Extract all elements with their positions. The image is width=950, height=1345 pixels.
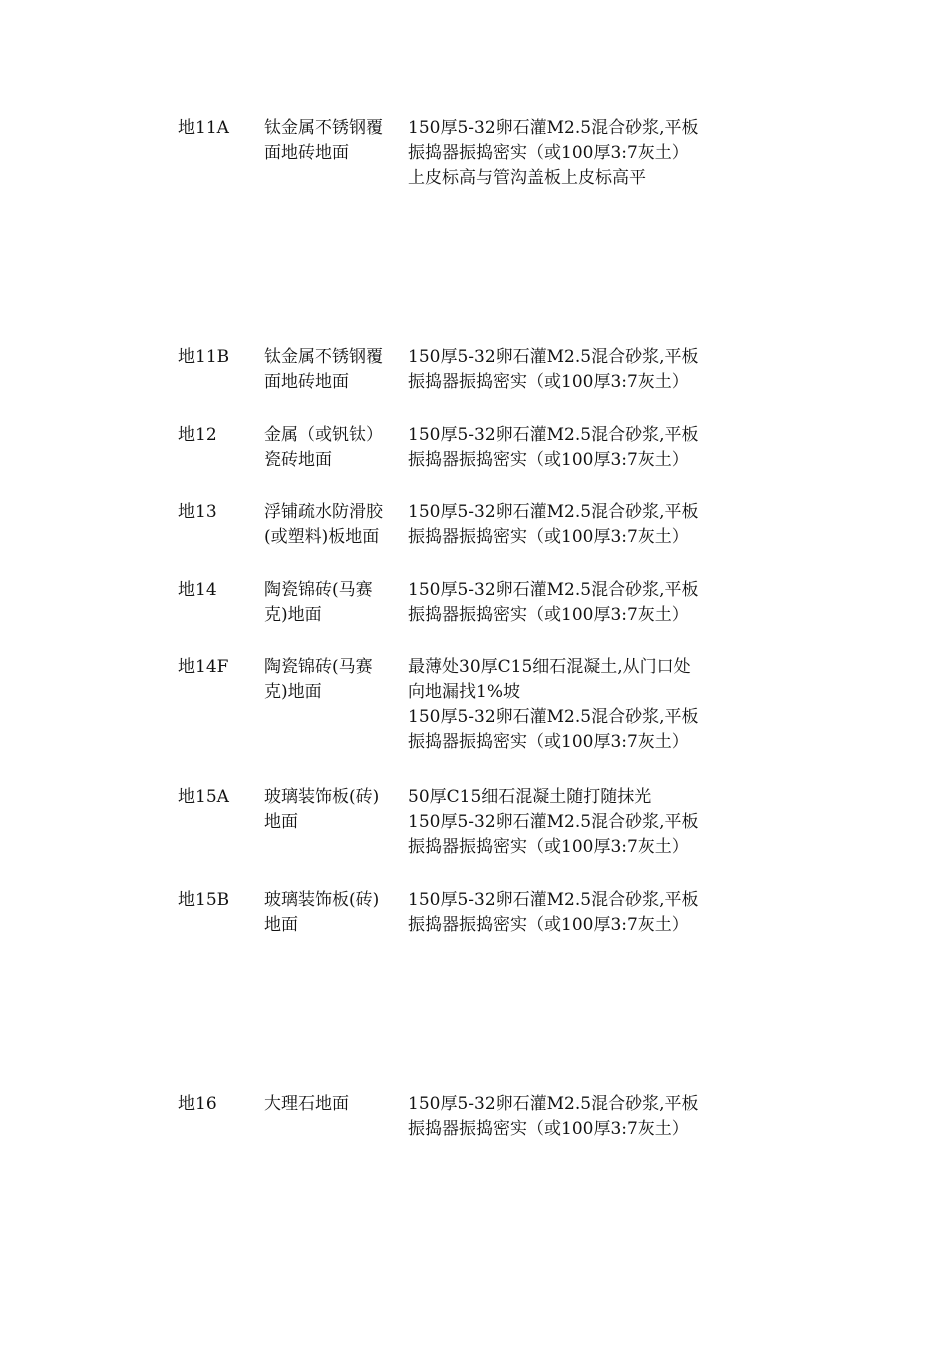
entry-name	[264, 655, 408, 705]
entry-name-line: 金属（或钒钛）	[264, 425, 383, 445]
entry-name-line: 地面	[264, 915, 298, 935]
entry-spec	[408, 345, 738, 395]
entry-name-line: 钛金属不锈钢覆	[264, 118, 383, 138]
entry-name	[264, 785, 408, 835]
entry-spec-line: 振捣器振捣密实（或100厚3:7灰土）	[408, 450, 689, 470]
entry-name-line: 克)地面	[264, 682, 322, 702]
entry-name	[264, 888, 408, 938]
entry-spec-line: 振捣器振捣密实（或100厚3:7灰土）	[408, 605, 689, 625]
entry-spec-line: 振捣器振捣密实（或100厚3:7灰土）	[408, 915, 689, 935]
entry-name	[264, 578, 408, 628]
entry-spec-line: 150厚5-32卵石灌M2.5混合砂浆,平板	[408, 347, 699, 367]
entry-spec-line: 150厚5-32卵石灌M2.5混合砂浆,平板	[408, 502, 699, 522]
entry-spec-line: 上皮标高与管沟盖板上皮标高平	[408, 168, 646, 188]
entry-spec-line: 振捣器振捣密实（或100厚3:7灰土）	[408, 372, 689, 392]
entry-spec-line: 振捣器振捣密实（或100厚3:7灰土）	[408, 527, 689, 547]
entry-spec-line: 150厚5-32卵石灌M2.5混合砂浆,平板	[408, 707, 699, 727]
entry-code: 地15B	[178, 890, 230, 910]
entry-name-line: 陶瓷锦砖(马赛	[264, 657, 373, 677]
entry-spec-line: 向地漏找1%坡	[408, 682, 520, 702]
entry-name-line: 面地砖地面	[264, 143, 349, 163]
entry-code: 地14F	[178, 657, 229, 677]
entry-name	[264, 345, 408, 395]
entry-name-line: 陶瓷锦砖(马赛	[264, 580, 373, 600]
entry-name-line: 克)地面	[264, 605, 322, 625]
entry-code: 地16	[178, 1094, 217, 1114]
entry-name-line: 地面	[264, 812, 298, 832]
entry-name-line: (或塑料)板地面	[264, 527, 380, 547]
entry-spec	[408, 1092, 738, 1142]
entry-spec	[408, 655, 738, 755]
entry-name-line: 面地砖地面	[264, 372, 349, 392]
entry-spec	[408, 578, 738, 628]
entry-spec-line: 振捣器振捣密实（或100厚3:7灰土）	[408, 1119, 689, 1139]
entry-spec	[408, 116, 738, 191]
entry-name	[264, 116, 408, 166]
entry-name	[264, 500, 408, 550]
entry-code: 地12	[178, 425, 217, 445]
entry-name-line: 玻璃装饰板(砖)	[264, 787, 380, 807]
entry-name-line: 玻璃装饰板(砖)	[264, 890, 380, 910]
entry-name-line: 瓷砖地面	[264, 450, 332, 470]
entry-code: 地11A	[178, 118, 229, 138]
entry-spec-line: 150厚5-32卵石灌M2.5混合砂浆,平板	[408, 118, 699, 138]
entry-spec-line: 150厚5-32卵石灌M2.5混合砂浆,平板	[408, 425, 699, 445]
entry-name-line: 浮铺疏水防滑胶	[264, 502, 383, 522]
entry-code: 地14	[178, 580, 217, 600]
entry-code: 地15A	[178, 787, 229, 807]
entry-spec-line: 振捣器振捣密实（或100厚3:7灰土）	[408, 837, 689, 857]
entry-name	[264, 1092, 408, 1117]
entry-spec	[408, 785, 738, 860]
entry-spec	[408, 500, 738, 550]
entry-code: 地11B	[178, 347, 230, 367]
entry-spec-line: 150厚5-32卵石灌M2.5混合砂浆,平板	[408, 1094, 699, 1114]
entry-spec	[408, 423, 738, 473]
entry-spec-line: 50厚C15细石混凝土随打随抹光	[408, 787, 652, 807]
entry-code: 地13	[178, 502, 217, 522]
entry-name-line: 大理石地面	[264, 1094, 349, 1114]
entry-spec-line: 150厚5-32卵石灌M2.5混合砂浆,平板	[408, 812, 699, 832]
entry-name-line: 钛金属不锈钢覆	[264, 347, 383, 367]
entry-spec-line: 150厚5-32卵石灌M2.5混合砂浆,平板	[408, 890, 699, 910]
entry-spec-line: 最薄处30厚C15细石混凝土,从门口处	[408, 657, 691, 677]
entry-spec-line: 振捣器振捣密实（或100厚3:7灰土）	[408, 143, 689, 163]
entry-name	[264, 423, 408, 473]
entry-spec-line: 振捣器振捣密实（或100厚3:7灰土）	[408, 732, 689, 752]
entry-spec-line: 150厚5-32卵石灌M2.5混合砂浆,平板	[408, 580, 699, 600]
entry-spec	[408, 888, 738, 938]
